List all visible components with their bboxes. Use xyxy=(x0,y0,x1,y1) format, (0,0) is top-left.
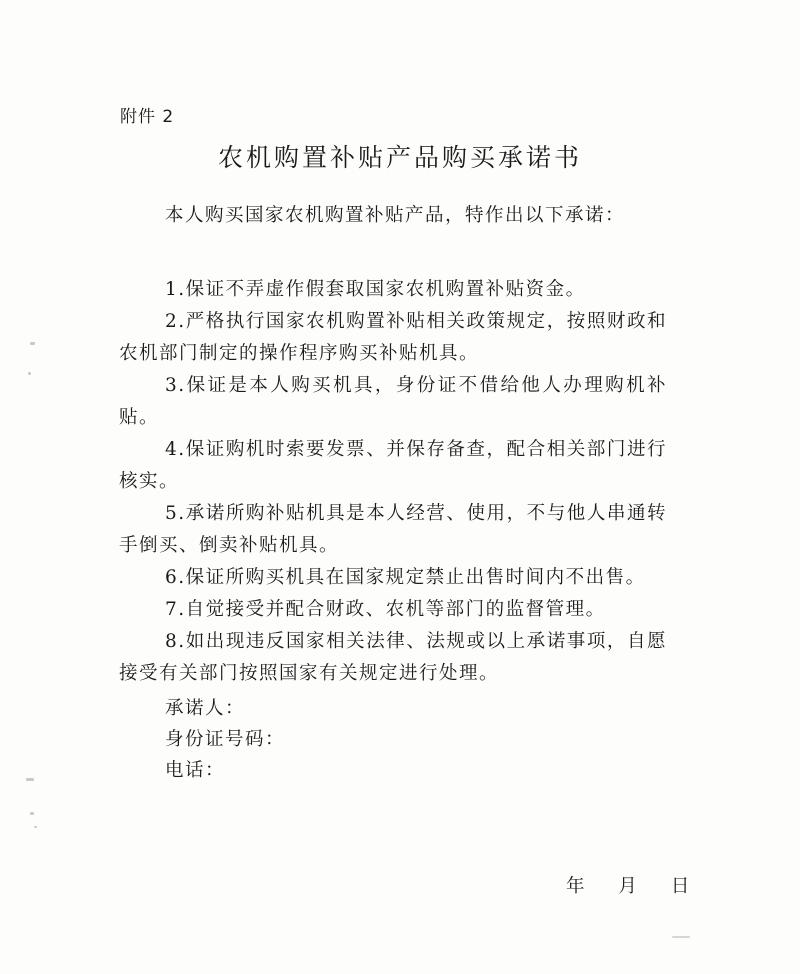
signature-block xyxy=(165,693,285,786)
commitment-item-2: 2.严格执行国家农机购置补贴相关政策规定，按照财政和农机部门制定的操作程序购买补贴机具。 xyxy=(119,311,667,364)
date-line xyxy=(566,872,689,898)
commitment-list xyxy=(119,274,667,690)
phone-label: 电话： xyxy=(165,760,226,781)
scan-speck xyxy=(26,778,34,781)
commitment-item-3: 3.保证是本人购买机具，身份证不借给他人办理购机补贴。 xyxy=(119,375,667,428)
scan-speck xyxy=(28,372,31,375)
intro-paragraph: 本人购买国家农机购置补贴产品，特作出以下承诺： xyxy=(165,205,626,226)
scan-speck xyxy=(34,826,37,828)
date-year: 年 xyxy=(566,876,585,897)
commitment-item-1: 1.保证不弄虚作假套取国家农机购置补贴资金。 xyxy=(165,279,586,300)
id-number-label: 身份证号码： xyxy=(165,729,286,750)
commitment-item-6: 6.保证所购买机具在国家规定禁止出售时间内不出售。 xyxy=(165,567,646,588)
attachment-label: 附件 2 xyxy=(120,107,175,127)
date-day: 日 xyxy=(670,876,690,897)
document-title: 农机购置补贴产品购买承诺书 xyxy=(217,143,582,172)
scan-speck xyxy=(672,936,690,938)
intro-section xyxy=(119,200,667,232)
commitment-item-4: 4.保证购机时索要发票、并保存备查，配合相关部门进行核实。 xyxy=(119,439,667,492)
promisor-label: 承诺人： xyxy=(165,698,246,719)
commitment-item-7: 7.自觉接受并配合财政、农机等部门的监督管理。 xyxy=(165,599,606,620)
scan-speck xyxy=(30,342,35,345)
date-month: 月 xyxy=(618,876,637,897)
scan-speck xyxy=(30,812,34,815)
commitment-item-8: 8.如出现违反国家相关法律、法规或以上承诺事项，自愿接受有关部门按照国家有关规定进行处理。 xyxy=(119,631,667,684)
commitment-item-5: 5.承诺所购补贴机具是本人经营、使用，不与他人串通转手倒买、倒卖补贴机具。 xyxy=(119,503,667,556)
